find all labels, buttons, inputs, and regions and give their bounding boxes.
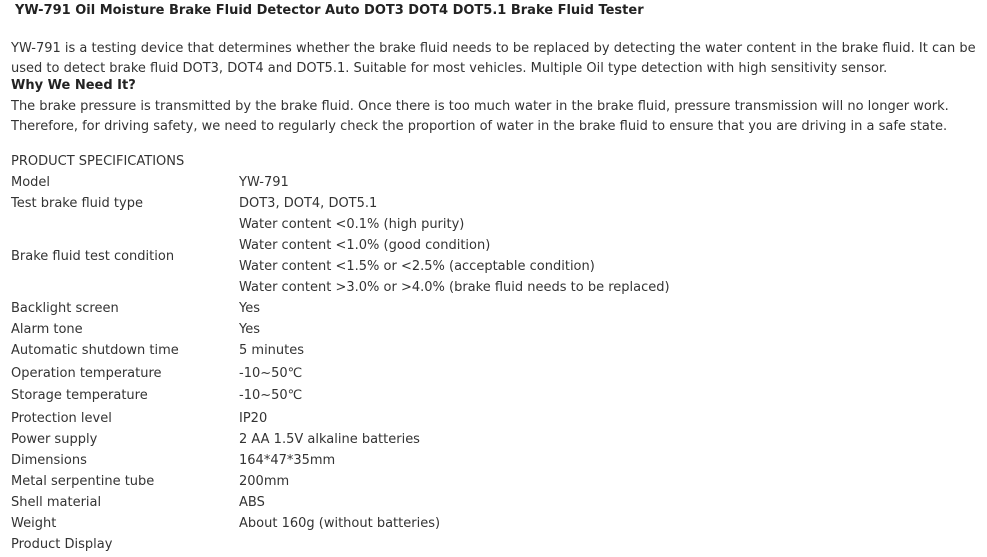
spec-value: IP20 bbox=[239, 410, 268, 426]
spec-row-model bbox=[11, 172, 711, 193]
product-display-row bbox=[11, 534, 711, 555]
spec-row-operation-temp bbox=[11, 363, 711, 386]
spec-label: Weight bbox=[11, 515, 57, 531]
condition-line: Water content <1.0% (good condition) bbox=[239, 238, 491, 253]
why-paragraph: The brake pressure is transmitted by the brake fluid. Once there is too much water in the brake fluid, pressure transmission will no longer work. Therefore, for driving safety, we need to regularly check the proportion of water in the brake fluid to ensure that you are driving in a safe state. bbox=[11, 99, 949, 134]
spec-value: -10~50℃ bbox=[239, 388, 303, 403]
spec-label: Test brake fluid type bbox=[11, 196, 143, 211]
product-title: YW-791 Oil Moisture Brake Fluid Detector Auto DOT3 DOT4 DOT5.1 Brake Fluid Tester bbox=[15, 3, 644, 18]
condition-line: Water content <0.1% (high purity) bbox=[239, 217, 465, 232]
spec-row-protection bbox=[11, 408, 711, 429]
spec-value: -10~50℃ bbox=[239, 365, 303, 381]
spec-row-power bbox=[11, 429, 711, 450]
product-display-label: Product Display bbox=[11, 536, 113, 552]
spec-value: About 160g (without batteries) bbox=[239, 515, 441, 531]
spec-row-fluid-type bbox=[11, 193, 711, 214]
spec-row-weight bbox=[11, 513, 711, 534]
spec-value-list bbox=[239, 214, 711, 298]
spec-value: YW-791 bbox=[239, 175, 289, 190]
spec-value: Yes bbox=[239, 301, 260, 316]
spec-label: Shell material bbox=[11, 494, 102, 510]
spec-label: Alarm tone bbox=[11, 322, 83, 337]
spec-label: Protection level bbox=[11, 410, 112, 426]
spec-value: ABS bbox=[239, 494, 265, 510]
spec-value: Yes bbox=[239, 322, 260, 337]
spec-row-tube bbox=[11, 471, 711, 492]
spec-label: Brake fluid test condition bbox=[11, 248, 175, 264]
spec-row-alarm bbox=[11, 319, 711, 340]
spec-value: 200mm bbox=[239, 473, 290, 489]
spec-row-backlight bbox=[11, 298, 711, 319]
condition-line: Water content >3.0% or >4.0% (brake fluid needs to be replaced) bbox=[239, 280, 670, 295]
spec-value: 5 minutes bbox=[239, 343, 305, 358]
why-heading: Why We Need It? bbox=[11, 78, 136, 93]
spec-row-test-condition bbox=[11, 214, 711, 298]
spec-label: Automatic shutdown time bbox=[11, 343, 179, 358]
spec-row-dimensions bbox=[11, 450, 711, 471]
spec-label: Operation temperature bbox=[11, 365, 162, 381]
specs-heading: PRODUCT SPECIFICATIONS bbox=[11, 154, 185, 169]
intro-paragraph: YW-791 is a testing device that determines whether the brake fluid needs to be replaced by detecting the water content in the brake fluid. It can be used to detect brake fluid DOT3, DOT4 and DOT5.1. Suitable for most vehicles. Multiple Oil type detection with high sensitivity sensor. bbox=[11, 41, 976, 76]
spec-value: 2 AA 1.5V alkaline batteries bbox=[239, 431, 420, 447]
spec-row-storage-temp bbox=[11, 385, 711, 408]
spec-label: Backlight screen bbox=[11, 301, 119, 316]
spec-label: Model bbox=[11, 175, 51, 190]
spec-value: DOT3, DOT4, DOT5.1 bbox=[239, 196, 378, 211]
spec-row-shell bbox=[11, 492, 711, 513]
spec-value: 164*47*35mm bbox=[239, 452, 336, 468]
spec-label: Dimensions bbox=[11, 452, 87, 468]
spec-row-shutdown bbox=[11, 340, 711, 363]
spec-label: Storage temperature bbox=[11, 388, 148, 403]
condition-line: Water content <1.5% or <2.5% (acceptable condition) bbox=[239, 259, 595, 274]
specs-table bbox=[11, 172, 711, 555]
spec-label: Power supply bbox=[11, 431, 98, 447]
spec-label: Metal serpentine tube bbox=[11, 473, 155, 489]
